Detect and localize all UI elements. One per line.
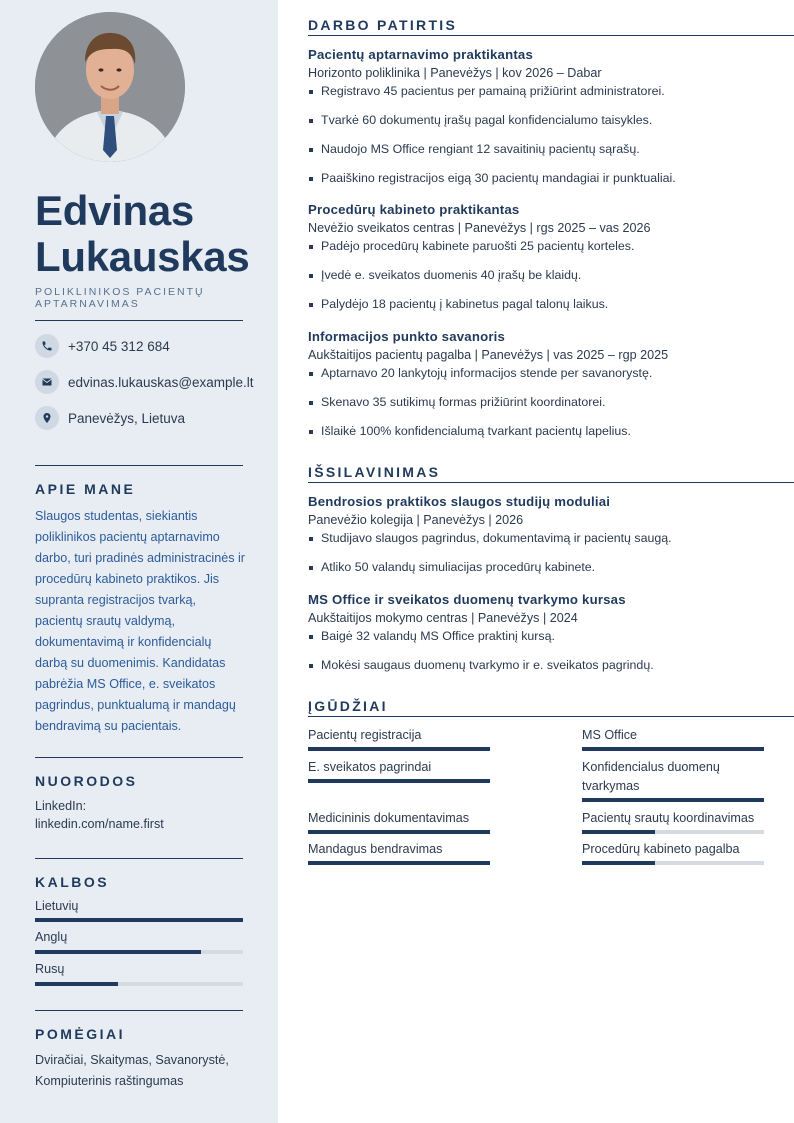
- skill-item: [582, 726, 764, 751]
- bullet-item: Studijavo slaugos pagrindus, dokumentavimą ir pacientų saugą.: [308, 530, 794, 547]
- job-meta: Nevėžio sveikatos centras | Panevėžys | rgs 2025 – vas 2026: [308, 221, 651, 235]
- bullet-item: Išlaikė 100% konfidencialumą tvarkant pacientų lapelius.: [308, 423, 794, 440]
- language-level-bar: [35, 950, 243, 954]
- linkedin-label: LinkedIn:: [35, 799, 87, 813]
- bullet-item: Paaiškino registracijos eigą 30 pacientų mandagiai ir punktualiai.: [308, 170, 794, 187]
- divider: [35, 1010, 243, 1011]
- skill-item: [308, 809, 490, 834]
- first-name: Edvinas: [35, 187, 194, 234]
- location-text: Panevėžys, Lietuva: [68, 410, 186, 426]
- language-level-bar: [35, 982, 243, 986]
- skill-level-bar: [308, 779, 490, 783]
- skill-item: [308, 726, 490, 751]
- mail-icon: [35, 370, 59, 394]
- job-bullets: [308, 365, 794, 440]
- bullet-item: Tvarkė 60 dokumentų įrašų pagal konfidencialumo taisykles.: [308, 112, 794, 129]
- candidate-name: [35, 188, 255, 280]
- skill-name: Pacientų registracija: [308, 728, 422, 742]
- skills-heading: ĮGŪDŽIAI: [308, 698, 794, 717]
- links-block: [35, 797, 243, 833]
- language-level-bar: [35, 918, 243, 922]
- phone-icon: [35, 334, 59, 358]
- bullet-item: Aptarnavo 20 lankytojų informacijos stende per savanorystę.: [308, 365, 794, 382]
- contact-phone: [35, 334, 170, 358]
- education-title: Bendrosios praktikos slaugos studijų moduliai: [308, 494, 611, 509]
- skill-item: [582, 809, 764, 834]
- person-portrait-icon: [35, 12, 185, 162]
- job-bullets: [308, 83, 794, 187]
- links-heading: NUORODOS: [35, 773, 138, 789]
- about-heading: APIE MANE: [35, 481, 136, 497]
- job-meta: Aukštaitijos pacientų pagalba | Panevėžys | vas 2025 – rgp 2025: [308, 348, 669, 362]
- skill-item: [582, 840, 764, 865]
- divider: [35, 320, 243, 321]
- skill-level-bar: [582, 747, 764, 751]
- skill-level-bar: [582, 830, 764, 834]
- education-bullets: [308, 628, 794, 674]
- education-entry: [308, 493, 794, 588]
- job-entry: [308, 46, 794, 199]
- skill-name: Pacientų srautų koordinavimas: [582, 811, 755, 825]
- language-name: Lietuvių: [35, 899, 79, 913]
- skill-level-bar: [308, 747, 490, 751]
- divider: [35, 465, 243, 466]
- email-address[interactable]: edvinas.lukauskas@example.lt: [68, 374, 254, 390]
- languages-heading: KALBOS: [35, 874, 110, 890]
- linkedin-link[interactable]: linkedin.com/name.first: [35, 817, 164, 831]
- skill-name: Procedūrų kabineto pagalba: [582, 842, 740, 856]
- profile-photo: [35, 12, 185, 162]
- job-meta: Horizonto poliklinika | Panevėžys | kov 2026 – Dabar: [308, 66, 602, 80]
- skill-item: [582, 758, 764, 802]
- job-title: Informacijos punkto savanoris: [308, 329, 506, 344]
- bullet-item: Registravo 45 pacientus per pamainą prižiūrint administratorei.: [308, 83, 794, 100]
- skill-item: [308, 758, 490, 783]
- bullet-item: Palydėjo 18 pacientų į kabinetus pagal talonų laikus.: [308, 296, 794, 313]
- pin-icon: [35, 406, 59, 430]
- contact-location: [35, 406, 185, 430]
- hobbies-heading: POMĖGIAI: [35, 1026, 126, 1042]
- bullet-item: Skenavo 35 sutikimų formas prižiūrint koordinatorei.: [308, 394, 794, 411]
- language-name: Rusų: [35, 962, 65, 976]
- job-title: Pacientų aptarnavimo praktikantas: [308, 47, 534, 62]
- skill-name: Konfidencialus duomenų tvarkymas: [582, 760, 720, 793]
- education-heading: IŠSILAVINIMAS: [308, 464, 794, 483]
- job-bullets: [308, 238, 794, 313]
- skill-level-bar: [308, 861, 490, 865]
- skill-level-bar: [308, 830, 490, 834]
- sidebar: [0, 0, 278, 1123]
- divider: [35, 757, 243, 758]
- bullet-item: Naudojo MS Office rengiant 12 savaitinių pacientų sąrašų.: [308, 141, 794, 158]
- experience-heading: DARBO PATIRTIS: [308, 17, 794, 36]
- bullet-item: Atliko 50 valandų simuliacijas procedūrų kabinete.: [308, 559, 794, 576]
- language-name: Anglų: [35, 930, 68, 944]
- skill-name: MS Office: [582, 728, 638, 742]
- skill-level-bar: [582, 861, 764, 865]
- divider: [35, 858, 243, 859]
- job-title: Procedūrų kabineto praktikantas: [308, 202, 520, 217]
- contact-email: [35, 370, 254, 394]
- education-entry: [308, 591, 794, 686]
- bullet-item: Baigė 32 valandų MS Office praktinį kursą.: [308, 628, 794, 645]
- skill-name: E. sveikatos pagrindai: [308, 760, 432, 774]
- education-meta: Panevėžio kolegija | Panevėžys | 2026: [308, 513, 524, 527]
- bullet-item: Įvedė e. sveikatos duomenis 40 įrašų be klaidų.: [308, 267, 794, 284]
- phone-number[interactable]: +370 45 312 684: [68, 338, 170, 354]
- job-entry: [308, 328, 794, 452]
- skill-name: Mandagus bendravimas: [308, 842, 443, 856]
- education-title: MS Office ir sveikatos duomenų tvarkymo kursas: [308, 592, 626, 607]
- last-name: Lukauskas: [35, 233, 250, 280]
- job-entry: [308, 201, 794, 325]
- education-meta: Aukštaitijos mokymo centras | Panevėžys | 2024: [308, 611, 578, 625]
- hobbies-text: Dviračiai, Skaitymas, Savanorystė, Kompiuterinis raštingumas: [35, 1053, 229, 1088]
- skill-item: [308, 840, 490, 865]
- bullet-item: Padėjo procedūrų kabinete paruošti 25 pacientų korteles.: [308, 238, 794, 255]
- skill-name: Medicininis dokumentavimas: [308, 811, 469, 825]
- education-bullets: [308, 530, 794, 576]
- about-text: Slaugos studentas, siekiantis poliklinikos pacientų aptarnavimo darbo, turi pradinės administracinės ir procedūrų kabineto praktikos. Jis supranta registracijos tvarką, pacientų srautų valdymą, dokumentavimą ir konfidencialų darbą su duomenimis. Kandidatas pabrėžia MS Office, e. sveikatos pagrindus, punktualumą ir mandagų bendravimą su pacientais.: [35, 509, 245, 733]
- bullet-item: Mokėsi saugaus duomenų tvarkymo ir e. sveikatos pagrindų.: [308, 657, 794, 674]
- main-content: [308, 0, 794, 1123]
- skill-level-bar: [582, 798, 764, 802]
- job-subtitle: POLIKLINIKOS PACIENTŲ APTARNAVIMAS: [35, 286, 205, 310]
